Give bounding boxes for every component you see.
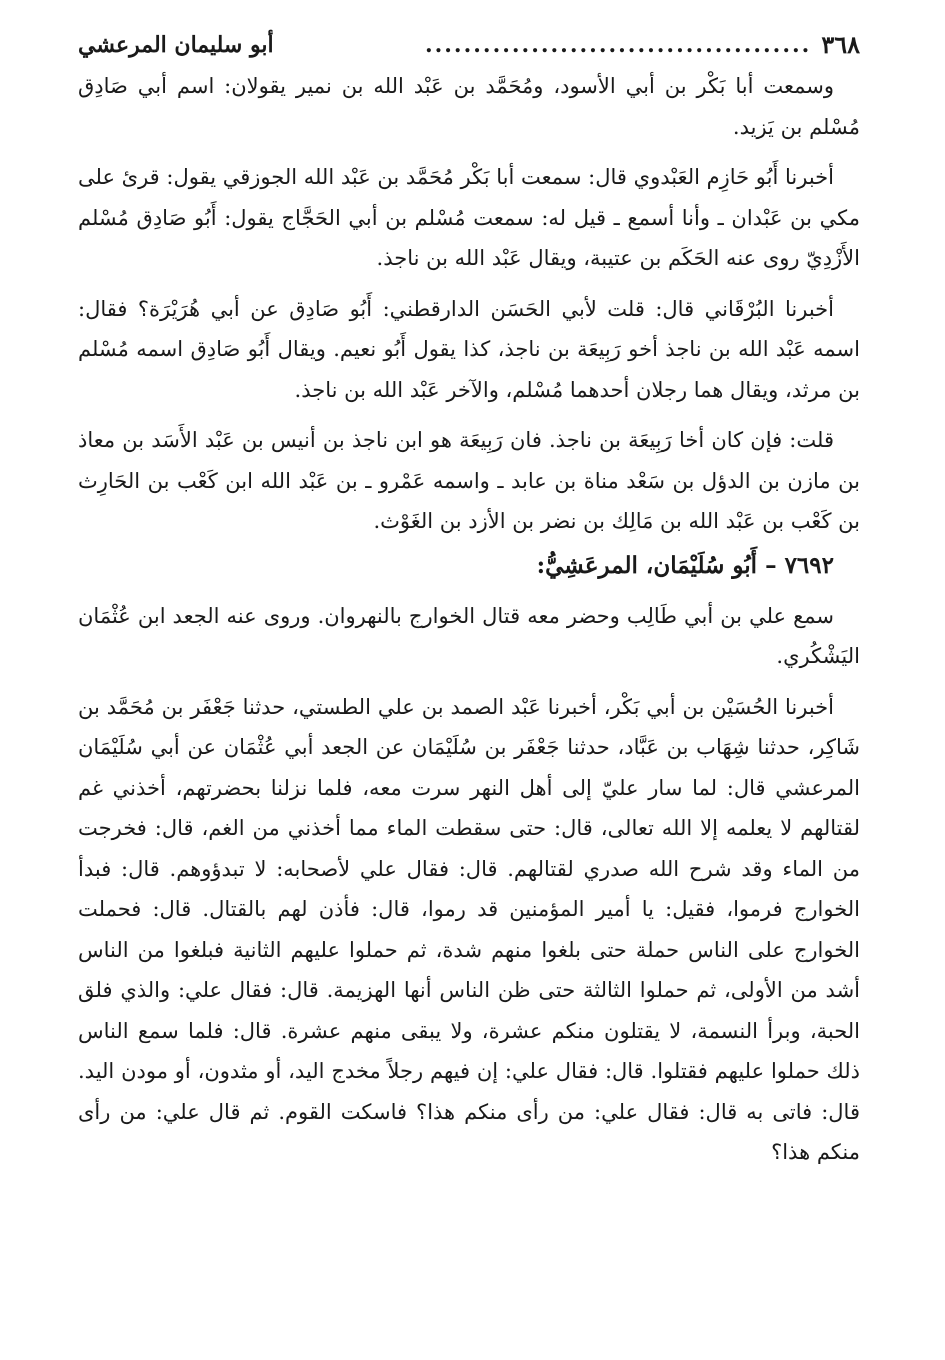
running-head xyxy=(78,28,860,60)
entry-heading: ٧٦٩٢ – أَبُو سُلَيْمَان، المرعَشِيُّ: xyxy=(536,551,834,579)
running-title: أبو سليمان المرعشي xyxy=(78,32,274,58)
entry-paragraph: أخبرنا الحُسَيْن بن أبي بَكْر، أخبرنا عَبْد الصمد بن علي الطستي، حدثنا جَعْفَر بن مُحَمَّد بن شَاكِر، حدثنا شِهَاب بن عَبَّاد، حدثنا جَعْفَر بن سُلَيْمَان عن الجعد أبي عُثْمَان عن أبي سُلَيْمَان المرعشي قال: لما سار عليّ إلى أهل النهر سرت معه، فلما نزلنا بحضرتهم، أخذني غم لقتالهم لا يعلمه إلا الله تعالى، قال: حتى سقطت الماء مما أخذني من الغم، قال: فخرجت من الماء وقد شرح الله صدري لقتالهم. قال: فقال علي لأصحابه: لا تبدؤوهم. قال: فبدأ الخوارج فرموا، فقيل: يا أمير المؤمنين قد رموا، قال: فأذن لهم بالقتال. قال: فحملت الخوارج على الناس حملة حتى بلغوا منهم شدة، ثم حملوا عليهم الثانية فبلغوا من الناس أشد من الأولى، ثم حملوا الثالثة حتى ظن الناس أنها الهزيمة. قال: فقال علي: والذي فلق الحبة، وبرأ النسمة، لا يقتلون منكم عشرة، ولا يبقى منهم عشرة. قال: فلما سمع الناس ذلك حملوا عليهم فقتلوا. قال: فقال علي: إن فيهم رجلاً مخدج اليد، أو مثدون، أو مودن اليد. قال: فاتى به قال: فقال علي: من رأى منكم هذا؟ فاسكت القوم. ثم قال علي: من رأى منكم هذا؟ xyxy=(78,694,860,1164)
entry-paragraph: سمع علي بن أبي طَالِب وحضر معه قتال الخوارج بالنهروان. وروى عنه الجعد ابن عُثْمَان اليَشْكُري. xyxy=(78,603,860,668)
page-number: ٣٦٨ xyxy=(821,30,860,59)
leader-dots: ........................................ xyxy=(424,32,812,58)
paragraph: وسمعت أبا بَكْر بن أبي الأسود، ومُحَمَّد بن عَبْد الله بن نمير يقولان: اسم أبي صَادِق مُسْلم بن يَزيد. xyxy=(78,74,860,139)
book-page xyxy=(78,28,860,1173)
paragraph: قلت: فإن كان أخا رَبِيعَة بن ناجذ. فان رَبِيعَة هو ابن ناجذ بن أنيس بن عَبْد الأَسَد بن معاذ بن مازن بن الدؤل بن سَعْد مناة بن عابد ـ واسمه عَمْرو ـ بن عَبْد الله ابن كَعْب بن الحَارِث بن كَعْب بن عَبْد الله بن مَالِك بن نضر بن الأزد بن الغَوْث. xyxy=(78,428,860,533)
paragraph: أخبرنا البُرْقَاني قال: قلت لأبي الحَسَن الدارقطني: أَبُو صَادِق عن أبي هُرَيْرَة؟ فقال: اسمه عَبْد الله بن ناجذ أخو رَبِيعَة بن ناجذ، كذا يقول أَبُو نعيم. ويقال أَبُو صَادِق اسمه مُسْلم بن مرثد، ويقال هما رجلان أحدهما مُسْلم، والآخر عَبْد الله بن ناجذ. xyxy=(78,296,860,402)
paragraph: أخبرنا أَبُو حَازِم العَبْدوي قال: سمعت أبا بَكْر مُحَمَّد بن عَبْد الله الجوزقي يقول: قرئ على مكي بن عَبْدان ـ وأنا أسمع ـ قيل له: سمعت مُسْلم بن أبي الحَجَّاج يقول: أَبُو صَادِق مُسْلم الأَزْدِيّ روى عنه الحَكَم بن عتيبة، ويقال عَبْد الله بن ناجذ. xyxy=(78,165,860,270)
